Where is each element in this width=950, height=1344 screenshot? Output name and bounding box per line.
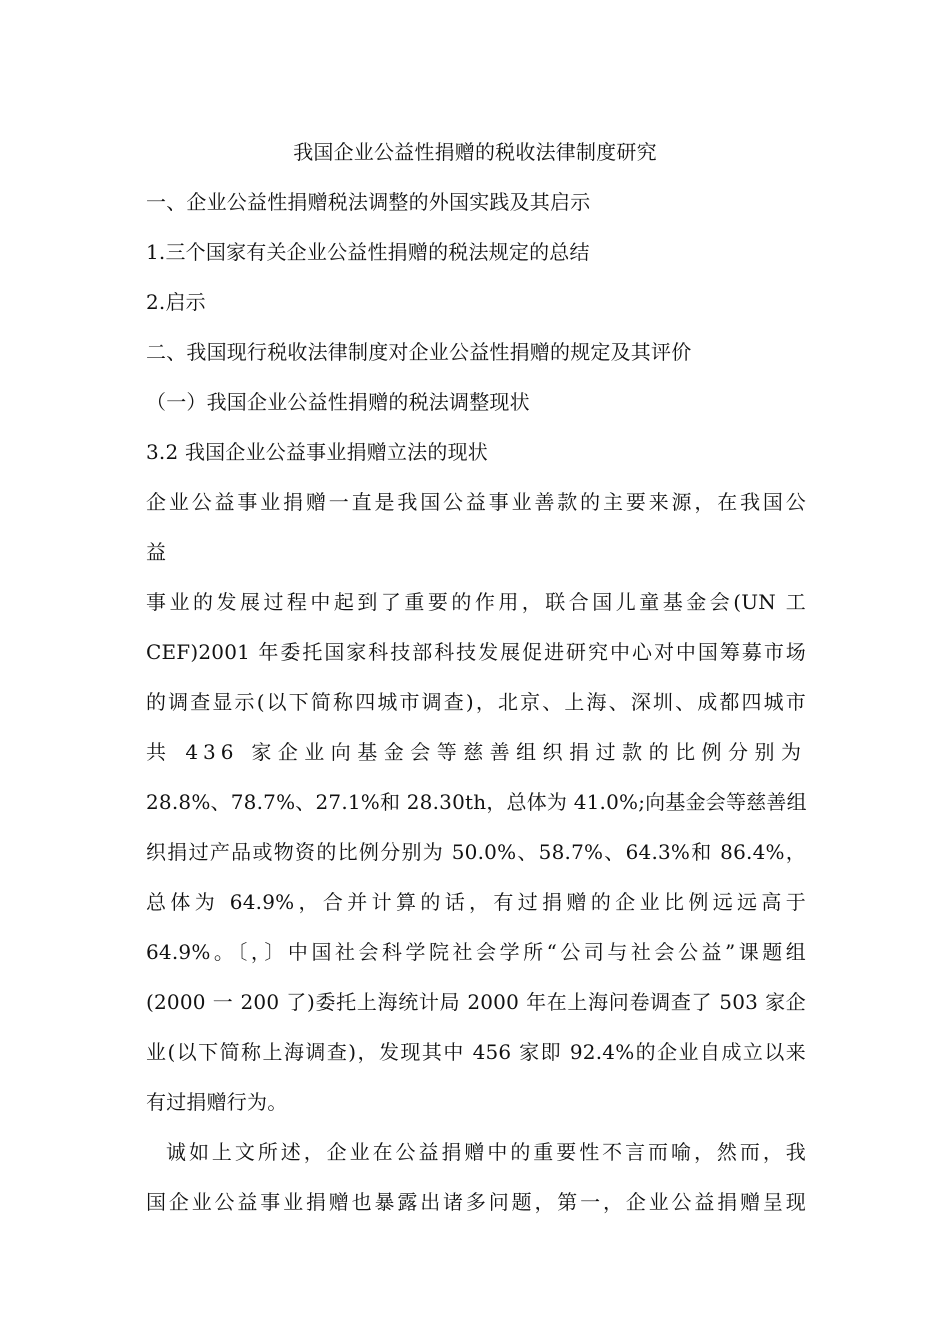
paragraph-line: 事业的发展过程中起到了重要的作用，联合国儿童基金会(UN 工 [146, 590, 806, 614]
paragraph-line: 国企业公益事业捐赠也暴露出诸多问题，第一，企业公益捐赠呈现 [146, 1190, 806, 1214]
paragraph-line: 益 [146, 540, 167, 564]
heading-1-2: 2.启示 [146, 290, 206, 314]
heading-1: 一、企业公益性捐赠税法调整的外国实践及其启示 [146, 190, 591, 214]
document-title: 我国企业公益性捐赠的税收法律制度研究 [293, 140, 657, 164]
paragraph-line: 业(以下简称上海调查)，发现其中 456 家即 92.4%的企业自成立以来 [146, 1040, 806, 1064]
paragraph-line: 织捐过产品或物资的比例分别为 50.0%、58.7%、64.3%和 86.4%， [146, 840, 806, 864]
heading-2-1: （一）我国企业公益性捐赠的税法调整现状 [146, 390, 530, 414]
paragraph-line: 企业公益事业捐赠一直是我国公益事业善款的主要来源，在我国公 [146, 490, 806, 514]
paragraph-line: 64.9%。〔，〕中国社会科学院社会学所“公司与社会公益”课题组 [146, 940, 806, 964]
paragraph-line: 总体为 64.9%，合并计算的话，有过捐赠的企业比例远远高于 [146, 890, 806, 914]
paragraph-line: CEF)2001 年委托国家科技部科技发展促进研究中心对中国筹募市场 [146, 640, 806, 664]
heading-2: 二、我国现行税收法律制度对企业公益性捐赠的规定及其评价 [146, 340, 692, 364]
heading-1-1: 1.三个国家有关企业公益性捐赠的税法规定的总结 [146, 240, 590, 264]
paragraph-line: 的调查显示(以下简称四城市调查)，北京、上海、深圳、成都四城市 [146, 690, 806, 714]
paragraph-line: 诚如上文所述，企业在公益捐赠中的重要性不言而喻，然而，我 [166, 1140, 806, 1164]
paragraph-line: 有过捐赠行为。 [146, 1090, 288, 1114]
paragraph-line: 28.8%、78.7%、27.1%和 28.30th，总体为 41.0%;向基金会等慈善组 [146, 790, 807, 814]
heading-3-2: 3.2 我国企业公益事业捐赠立法的现状 [146, 440, 488, 464]
paragraph-line: 共 436 家企业向基金会等慈善组织捐过款的比例分别为 [146, 740, 806, 764]
paragraph-line: (2000 一 200 了)委托上海统计局 2000 年在上海问卷调查了 503 家企 [146, 990, 806, 1014]
